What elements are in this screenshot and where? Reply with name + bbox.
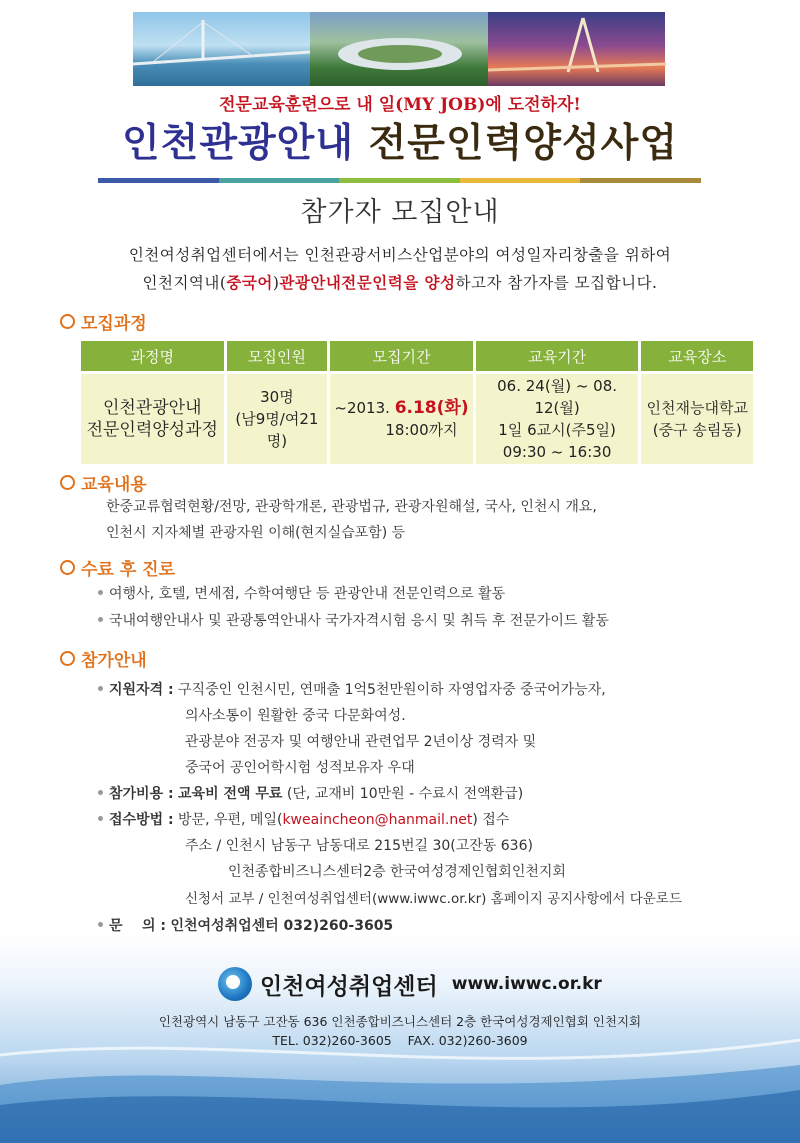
course-name-line: 전문인력양성과정 — [86, 420, 218, 440]
footer-address: 인천광역시 남동구 고잔동 636 인천종합비즈니스센터 2층 한국여성경제인협회 인천지회 — [158, 1014, 642, 1029]
intro-highlight: 관광안내전문인력을 양성 — [279, 273, 456, 292]
table-row — [81, 374, 753, 464]
slogan: 전문교육훈련으로 내 일(MY JOB)에 도전하자! — [219, 95, 581, 115]
period-cell — [330, 374, 472, 464]
course-name-line: 인천관광안내 — [102, 398, 202, 418]
bullet-icon — [98, 617, 103, 622]
email-link[interactable]: kweaincheon@hanmail.net — [282, 812, 473, 828]
title-part1: 인천관광안내 — [121, 121, 355, 166]
page-title — [0, 112, 800, 168]
course-name-cell — [81, 374, 224, 464]
table-header: 교육기간 — [476, 341, 639, 371]
apply-row — [98, 809, 509, 829]
bullet-icon — [98, 816, 103, 821]
edu-period-cell — [476, 374, 639, 464]
org-branding — [218, 967, 602, 1001]
qualification-row — [98, 679, 606, 699]
place-cell — [641, 374, 753, 464]
circle-bullet-icon — [60, 314, 75, 329]
career-item — [98, 610, 609, 630]
count-cell — [227, 374, 328, 464]
page-subtitle: 참가자 모집안내 — [300, 197, 500, 228]
career-item — [98, 583, 505, 603]
section-label: 교육내용 — [81, 475, 147, 495]
apply-label: 접수방법 : — [109, 812, 174, 828]
table-header: 모집인원 — [227, 341, 328, 371]
stadium-photo — [310, 12, 487, 86]
career-text: 여행사, 호텔, 면세점, 수학여행단 등 관광안내 전문인력으로 활동 — [109, 586, 506, 602]
circle-bullet-icon — [60, 475, 75, 490]
table-header-row — [81, 341, 753, 371]
intro-line-1: 인천여성취업센터에서는 인천관광서비스산업분야의 여성일자리창출을 위하여 — [128, 246, 672, 264]
qualification-text: 관광분야 전공자 및 여행안내 관련업무 2년이상 경력자 및 — [185, 734, 537, 750]
period-date: 6.18(화) — [394, 398, 469, 418]
count-line: (남9명/여21명) — [235, 410, 319, 450]
circle-bullet-icon — [60, 560, 75, 575]
section-guide-heading — [60, 646, 147, 671]
bridge-photo — [133, 12, 310, 86]
org-url-link[interactable]: www.iwwc.or.kr — [451, 974, 602, 994]
bullet-icon — [98, 686, 103, 691]
edu-line: 06. 24(월) ~ 08. 12(월) — [497, 377, 618, 417]
section-career-heading — [60, 555, 175, 580]
download-line: 신청서 교부 / 인천여성취업센터(www.iwwc.or.kr) 홈페이지 공지사항에서 다운로드 — [185, 891, 682, 907]
qualification-text: 중국어 공인어학시험 성적보유자 우대 — [185, 760, 415, 776]
intro-text: 하고자 참가자를 모집합니다. — [455, 274, 658, 292]
cost-free: 교육비 전액 무료 — [178, 786, 283, 802]
career-text: 국내여행안내사 및 관광통역안내사 국가자격시험 응시 및 취득 후 전문가이드 활동 — [109, 613, 609, 629]
apply-text: ) 접수 — [472, 812, 510, 828]
contact-label: 문 의 : — [109, 918, 167, 934]
section-recruit-heading — [60, 309, 147, 334]
org-logo-icon — [218, 967, 252, 1001]
table-header: 모집기간 — [330, 341, 472, 371]
period-time: 18:00까지 — [385, 421, 458, 439]
bullet-icon — [98, 790, 103, 795]
cost-note: (단, 교재비 10만원 - 수료시 전액환급) — [282, 786, 524, 802]
contact-text: 인천여성취업센터 032)260-3605 — [170, 918, 394, 934]
night-bridge-photo — [488, 12, 665, 86]
intro-line-2 — [0, 271, 800, 293]
edu-line: 09:30 ~ 16:30 — [502, 443, 612, 461]
contact-row — [98, 915, 393, 935]
footer-tel: TEL. 032)260-3605 FAX. 032)260-3609 — [272, 1033, 528, 1048]
section-label: 참가안내 — [81, 651, 147, 671]
address-line: 주소 / 인천시 남동구 남동대로 215번길 30(고잔동 636) — [185, 838, 533, 854]
education-line: 한중교류협력현황/전망, 관광학개론, 관광법규, 관광자원해설, 국사, 인천시 개요, — [106, 499, 597, 515]
address-line: 인천종합비즈니스센터2층 한국여성경제인협회인천지회 — [228, 864, 566, 880]
bullet-icon — [98, 590, 103, 595]
section-label: 모집과정 — [81, 314, 147, 334]
header-photo-banner — [133, 12, 665, 86]
title-underline — [98, 178, 701, 183]
place-line: 인천재능대학교 — [646, 399, 748, 417]
cost-label: 참가비용 : — [109, 786, 174, 802]
intro-text: 인천지역내( — [142, 274, 227, 292]
bullet-icon — [98, 922, 103, 927]
apply-text: 방문, 우편, 메일( — [178, 812, 283, 828]
qualification-text: 의사소통이 원활한 중국 다문화여성. — [185, 708, 406, 724]
intro-highlight: 중국어 — [226, 273, 273, 292]
org-name: 인천여성취업센터 — [260, 973, 438, 1000]
count-line: 30명 — [260, 388, 294, 406]
section-education-heading — [60, 470, 147, 495]
circle-bullet-icon — [60, 651, 75, 666]
cost-row — [98, 783, 523, 803]
qualification-text: 구직중인 인천시민, 연매출 1억5천만원이하 자영업자중 중국어가능자, — [178, 682, 606, 698]
course-table — [78, 338, 756, 467]
table-header: 과정명 — [81, 341, 224, 371]
qualification-label: 지원자격 : — [109, 682, 174, 698]
education-line: 인천시 지자체별 관광자원 이해(현지실습포함) 등 — [106, 525, 406, 541]
period-year: ~2013. — [334, 399, 395, 417]
place-line: (중구 송림동) — [652, 421, 742, 439]
section-label: 수료 후 진로 — [81, 560, 175, 580]
period-line — [331, 397, 471, 419]
edu-line: 1일 6교시(주5일) — [498, 421, 616, 439]
table-header: 교육장소 — [641, 341, 753, 371]
title-part2: 전문인력양성사업 — [368, 121, 679, 166]
intro-text: ) — [272, 274, 280, 292]
